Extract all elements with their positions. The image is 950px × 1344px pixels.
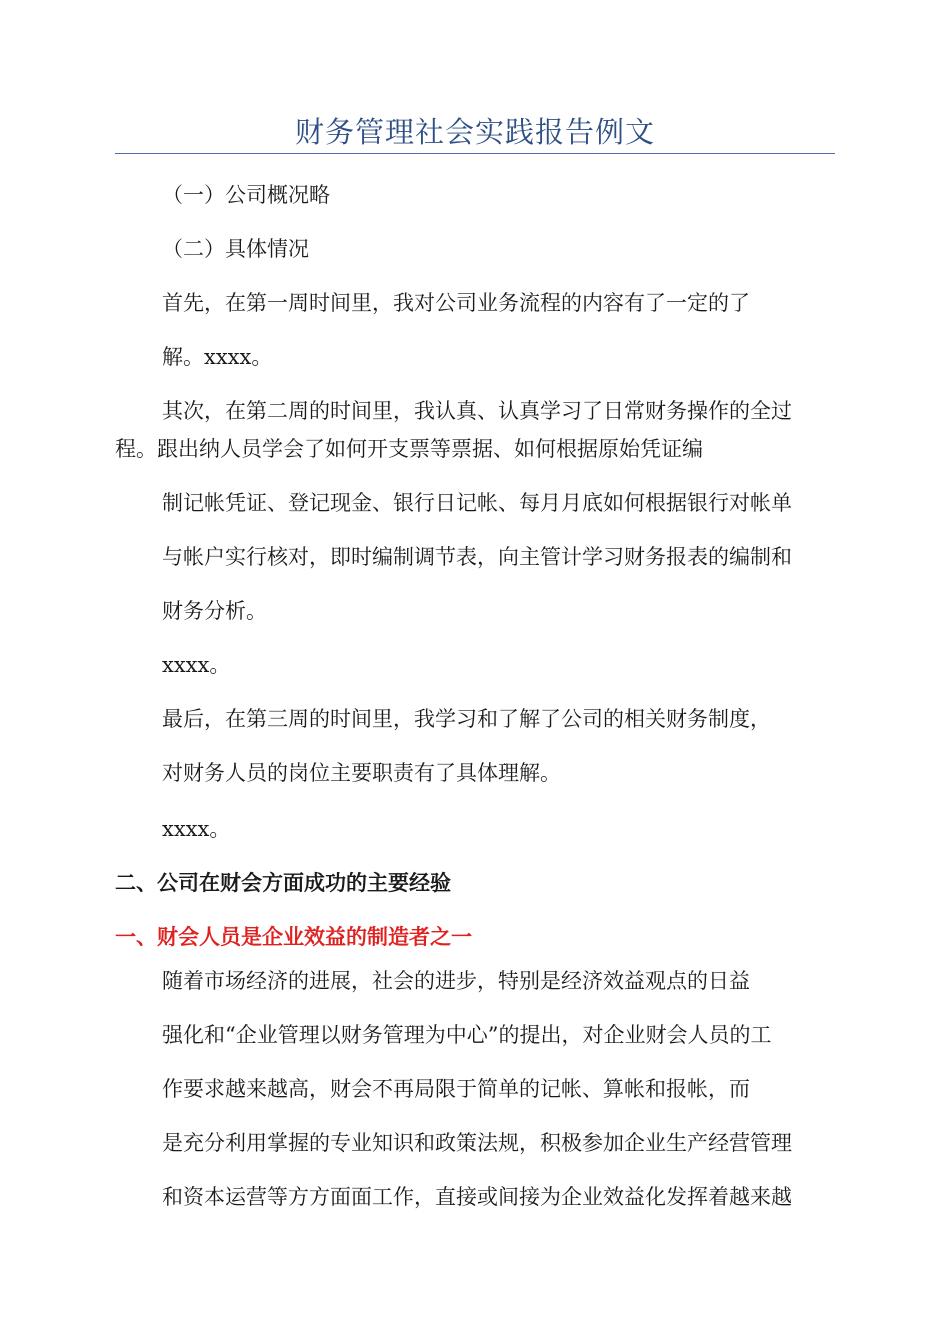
- text-line: 首先，在第一周时间里，我对公司业务流程的内容有了一定的了: [162, 291, 750, 315]
- text-line: 程。跟出纳人员学会了如何开支票等票据、如何根据原始凭证编: [115, 437, 703, 461]
- text-line: xxxx。: [162, 653, 231, 677]
- text-line: 是充分利用掌握的专业知识和政策法规，积极参加企业生产经营管理: [162, 1131, 792, 1155]
- text-line: xxxx。: [162, 817, 231, 841]
- text-line: （一）公司概况略: [162, 183, 330, 207]
- document-title: 财务管理社会实践报告例文: [294, 115, 655, 149]
- text-line: 随着市场经济的进展，社会的进步，特别是经济效益观点的日益: [162, 969, 750, 993]
- text-line: 制记帐凭证、登记现金、银行日记帐、每月月底如何根据银行对帐单: [162, 491, 792, 515]
- text-line: （二）具体情况: [162, 237, 309, 261]
- text-line: 最后，在第三周的时间里，我学习和了解了公司的相关财务制度，: [162, 707, 771, 731]
- section-heading: 二、公司在财会方面成功的主要经验: [115, 871, 451, 895]
- text-line: 和资本运营等方方面面工作，直接或间接为企业效益化发挥着越来越: [162, 1185, 792, 1209]
- text-line: 对财务人员的岗位主要职责有了具体理解。: [162, 761, 561, 785]
- text-line: 财务分析。: [162, 599, 267, 623]
- text-line: 其次，在第二周的时间里，我认真、认真学习了日常财务操作的全过: [162, 399, 792, 423]
- text-line: 与帐户实行核对，即时编制调节表，向主管计学习财务报表的编制和: [162, 545, 792, 569]
- text-line: 作要求越来越高，财会不再局限于简单的记帐、算帐和报帐，而: [162, 1077, 750, 1101]
- title-underline: [115, 153, 835, 154]
- subsection-heading: 一、财会人员是企业效益的制造者之一: [115, 925, 472, 949]
- text-line: 强化和“企业管理以财务管理为中心”的提出，对企业财会人员的工: [162, 1023, 772, 1047]
- text-line: 解。xxxx。: [162, 345, 273, 369]
